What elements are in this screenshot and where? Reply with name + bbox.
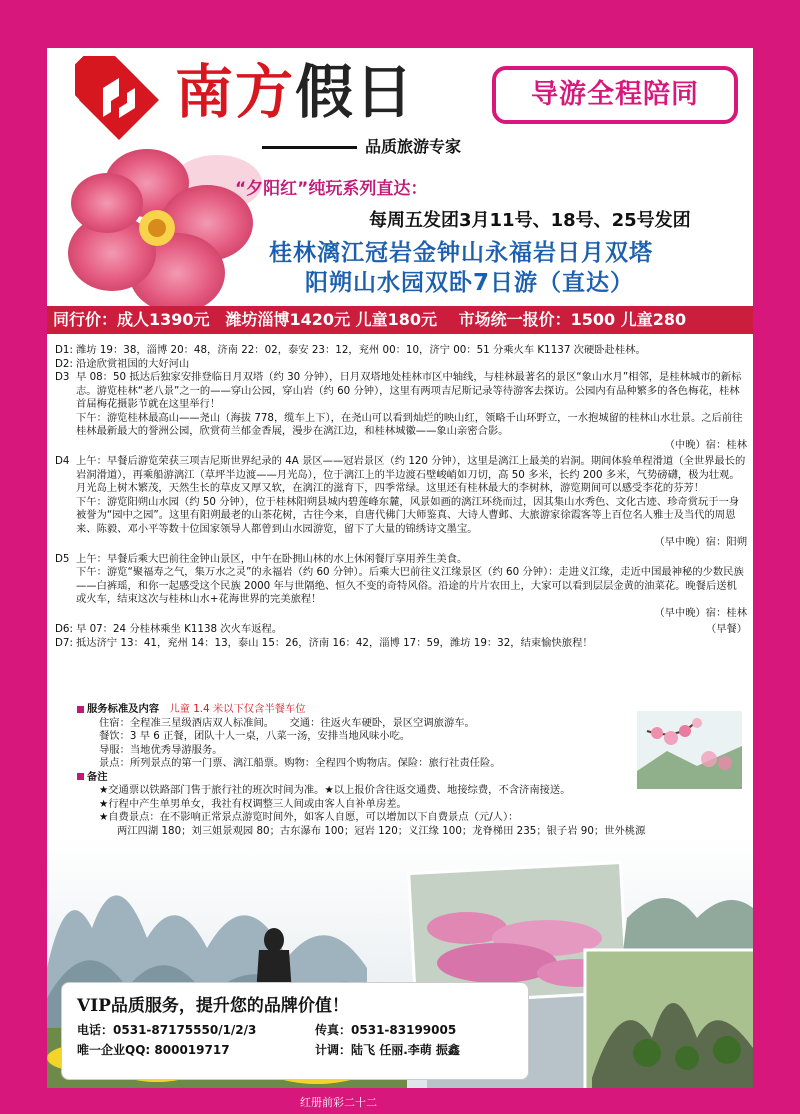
phone-line: 电话：0531-87175550/1/2/3 [77,1023,257,1037]
services-section: 服务标准及内容 儿童 1.4 米以下仅含半餐车位 住宿：全程准三星级酒店双人标准间。 交通：往返火车硬卧，景区空调旅游车。 餐饮：3 早 6 正餐，团队十人一桌，八菜一汤，安排当地风味小吃。 导服：当地优秀导游服务。 景点：所列景点的第一门票、漓江船票。购物：全程四个购物店。保险：旅行社责任险。 备注 ★交通票以铁路部门售于旅行社的班次时间为准。★以上报价含往返交通费、地接综费，不含济南接送。 ★行程中产生单男单女，我社有权调整三人间或由客人自补单房差。 ★自费景点：在不影响正常景点游览时间外，如客人自愿，可以增加以下自费景点（元/人）： 两江四湖 180；刘三姐景观园 80；古东瀑布 100；冠岩 120；义江缘 100；龙脊梯田 235；银子岩 90；世外桃源 [77,703,667,852]
itinerary-day-6: D6: 早 07：24 分桂林乘坐 K1138 次火车返程。 （早餐） [55,623,747,635]
peach-blossom-photo [637,711,742,789]
bullet-square-icon [77,706,84,713]
itinerary-day-7: D7: 抵达济宁 13：41，兖州 14：13，泰山 15：26，济南 16：42，淄博 17：59，潍坊 19：32，结束愉快旅程！ [55,636,593,649]
bullet-square-icon [77,773,84,780]
notes-heading: 备注 [77,771,667,785]
fax-line: 传真：0531-83199005 [315,1023,457,1037]
planner-line: 计调：陆飞 任丽.李萌 振鑫 [315,1043,460,1057]
qq-line: 唯一企业QQ: 800019717 [77,1043,230,1057]
tour-title-line1: 桂林漓江冠岩金钟山永福岩日月双塔 [269,240,653,266]
price-bar: 同行价：成人1390元 潍坊淄博1420元 儿童180元 市场统一报价：1500 儿童280 [47,306,753,334]
catalog-page-code: 红册前彩二十二 [300,1096,377,1109]
brand-logo-icon [75,56,163,144]
plum-flower-image [57,143,287,328]
itinerary-day-3: D3 早 08：50 抵达后独家安排登临日月双塔（约 30 分钟），日月双塔地处桂林市区中轴线，与桂林最著名的景区“象山水月”相邻，是桂林城市的新标志。游览桂林“老八景”之一的——穿山公园，穿山岩（约 60 分钟），这里有两项吉尼斯记录等待游客去探访。公园内有品种繁多的各色梅花，桂林首届梅花摄影节就在这里举行！ 下午：游览桂林最高山——尧山（海拔 778，缆车上下），在尧山可以看到灿烂的映山红，领略千山环野立，一水抱城留的桂林山水壮景。之后前往桂林最新最大的誉洲公园，欣赏荷兰郁金香展，漫步在漓江边，和桂林城徽——象山亲密合影。 （中晚）宿：桂林 [55,371,747,451]
tour-title-line2: 阳朔山水园双卧7日游（直达） [305,270,635,296]
itinerary [55,344,747,650]
brand-name: 南方假日 [175,58,416,126]
departure-dates: 每周五发团3月11号、18号、25号发团 [369,210,691,231]
itinerary-day-1: D1: 潍坊 19：38，淄博 20：48，济南 22：02，泰安 23：12，兖州 00：10，济宁 00：51 分乘火车 K1137 次硬卧赴桂林。 [55,344,646,356]
vip-slogan: VIP品质服务，提升您的品牌价值！ [77,996,349,1016]
guide-badge: 导游全程陪同 [492,66,738,124]
itinerary-day-2: D2: 沿途欣赏祖国的大好河山 [55,357,190,370]
itinerary-day-5: D5 上午：早餐后乘大巴前往金钟山景区，中午在卧拥山林的水上休闲餐厅享用养生美食。 下午：游览“聚福寿之气，集万水之灵”的永福岩（约 60 分钟）。后乘大巴前往义江缘景区（约 60 分钟）：走进义江缘，走近中国最神秘的少数民族——白裤瑶，和你一起感受这个民族 2000 年与世隔绝、恒久不变的奇特风俗。沿途的片片农田上，大家可以看到层层金黄的油菜花。晚餐后送机或火车，结束这次与桂林山水+花海世界的完美旅程！ （早中晚）宿：桂林 [55,552,747,619]
itinerary-day-4: D4 上午：早餐后游览荣获三项吉尼斯世界纪录的 4A 景区——冠岩景区（约 120 分钟），这里是漓江上最美的岩洞。期间体验单程滑道（全世界最长的岩洞滑道），再乘船游漓江（草坪半边渡——月光岛），位于漓江上的半边渡石壁峻峭如刀切，高 50 多米，长约 200 多米，气势磅礴，极为壮观。月光岛上树木繁茂，天然生长的草皮又厚又软，在漓江的滋育下，四季常绿。这里还有桂林最大的李树林，游览期间可以感受李花的芬芳！ 下午：游览阳朔山水园（约 50 分钟），位于桂林阳朔县城内碧莲峰东麓，风景如画的漓江环绕而过，因其集山水秀色、文化古迹、珍奇赏玩于一身被誉为“园中之园”。这里有阳朔最老的山茶花树，古往今来，自唐代佛门大师鉴真、大诗人曹邺、大旅游家徐霞客等上百位名人雅士及当代的周恩来、陈毅、邓小平等数十位国家领导人都曾到山水园游览，留下了大量的锦绣诗文墨宝。 （早中晚）宿：阳朔 [55,455,747,548]
series-title: “夕阳红”纯玩系列直达： [235,179,428,199]
tagline: 品质旅游专家 [365,137,462,156]
services-heading: 服务标准及内容 儿童 1.4 米以下仅含半餐车位 [77,703,667,717]
poster-sheet [47,48,753,1088]
